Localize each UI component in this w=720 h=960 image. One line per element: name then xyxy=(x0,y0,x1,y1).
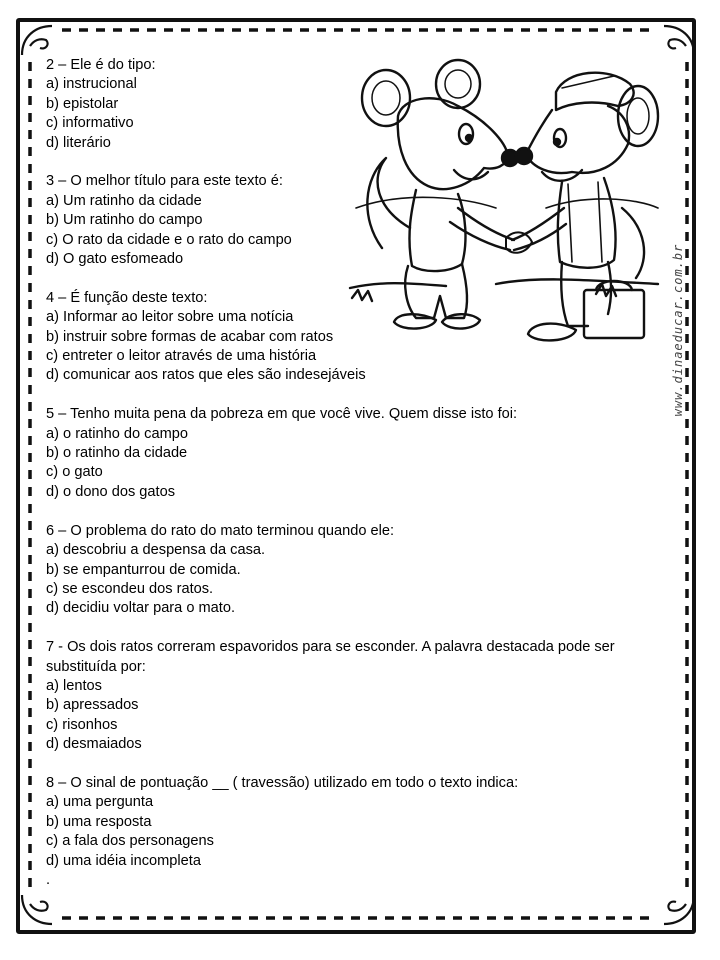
option-c: c) risonhos xyxy=(46,716,118,733)
question-text: 8 – O sinal de pontuação __ ( travessão) utilizado em todo o texto indica: xyxy=(46,774,519,791)
option-a: a) o ratinho do campo xyxy=(46,425,188,442)
question-7 xyxy=(46,638,615,754)
option-a: a) uma pergunta xyxy=(46,794,154,811)
option-b: b) o ratinho da cidade xyxy=(46,445,188,462)
question-list xyxy=(46,56,615,890)
question-text: 6 – O problema do rato do mato terminou quando ele: xyxy=(46,522,395,539)
question-4 xyxy=(46,289,586,386)
question-8 xyxy=(46,774,586,890)
option-d: d) uma idéia incompleta xyxy=(46,852,201,869)
option-b: b) Um ratinho do campo xyxy=(46,212,203,229)
option-b: b) instruir sobre formas de acabar com ratos xyxy=(46,328,334,345)
question-6 xyxy=(46,522,586,619)
option-b: b) uma resposta xyxy=(46,813,152,830)
question-text: 5 – Tenho muita pena da pobreza em que você vive. Quem disse isto foi: xyxy=(46,406,518,423)
option-b: b) apressados xyxy=(46,697,139,714)
option-b: b) epistolar xyxy=(46,95,119,112)
option-d: d) o dono dos gatos xyxy=(46,483,176,500)
question-text: 4 – É função deste texto: xyxy=(46,289,208,306)
trailing-mark: . xyxy=(46,871,51,888)
option-c: c) entreter o leitor através de uma história xyxy=(46,348,317,365)
option-d: d) comunicar aos ratos que eles são indesejáveis xyxy=(46,367,366,384)
option-c: c) a fala dos personagens xyxy=(46,833,214,850)
question-5 xyxy=(46,405,586,502)
watermark xyxy=(667,225,689,435)
watermark-text: www.dinaeducar.com.br xyxy=(671,243,685,417)
question-2 xyxy=(46,56,586,153)
option-d: d) literário xyxy=(46,134,111,151)
option-d: d) O gato esfomeado xyxy=(46,251,184,268)
option-a: a) instrucional xyxy=(46,76,137,93)
question-text: 2 – Ele é do tipo: xyxy=(46,57,156,73)
option-a: a) Informar ao leitor sobre uma notícia xyxy=(46,309,294,326)
question-3 xyxy=(46,172,586,269)
option-b: b) se empanturrou de comida. xyxy=(46,561,241,578)
option-c: c) informativo xyxy=(46,115,134,132)
option-c: c) se escondeu dos ratos. xyxy=(46,580,214,597)
option-d: d) decidiu voltar para o mato. xyxy=(46,600,236,617)
question-text: 7 - Os dois ratos correram espavoridos para se esconder. A palavra destacada pode ser substituída por: xyxy=(46,639,615,675)
option-c: c) o gato xyxy=(46,464,103,481)
option-d: d) desmaiados xyxy=(46,736,142,753)
option-a: a) descobriu a despensa da casa. xyxy=(46,542,266,559)
option-a: a) Um ratinho da cidade xyxy=(46,192,202,209)
option-a: a) lentos xyxy=(46,677,102,694)
question-text: 3 – O melhor título para este texto é: xyxy=(46,173,283,190)
option-c: c) O rato da cidade e o rato do campo xyxy=(46,231,292,248)
